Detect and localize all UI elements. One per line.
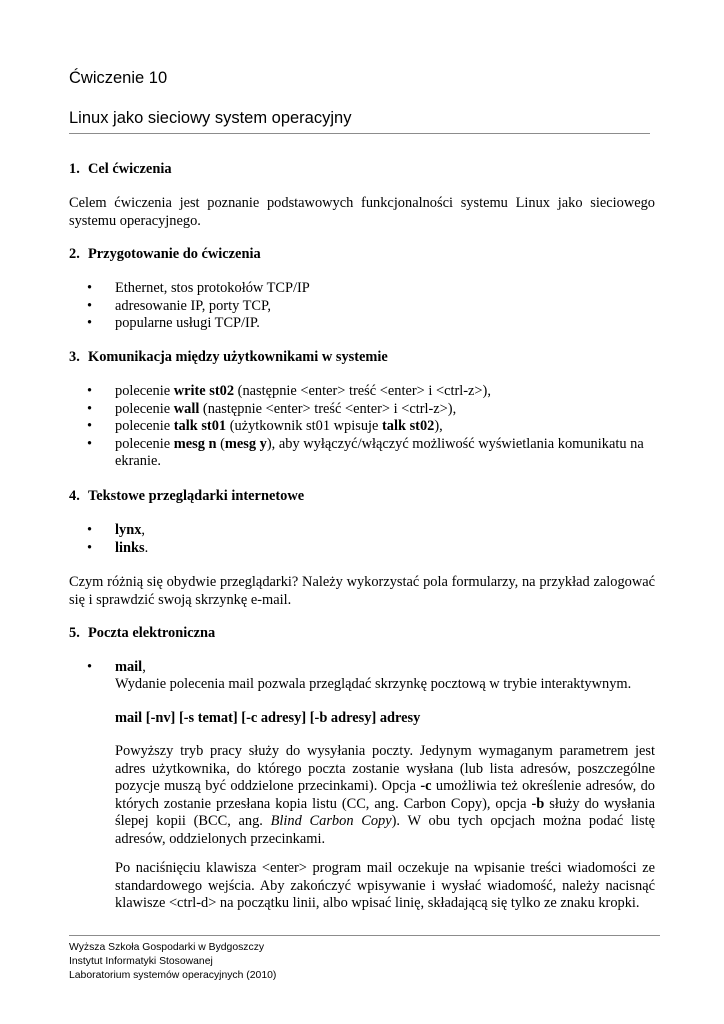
command-talk-reply: talk st02 [382, 418, 435, 434]
list-item: • links. [87, 539, 149, 556]
bullet-icon: • [87, 435, 93, 452]
footer-lab: Laboratorium systemów operacyjnych (2010) [69, 970, 277, 981]
footer-school: Wyższa Szkoła Gospodarki w Bydgoszczy [69, 942, 265, 953]
section-4-heading [69, 488, 304, 506]
list-item: • Ethernet, stos protokołów TCP/IP [87, 280, 310, 296]
section-1-title: Cel ćwiczenia [88, 161, 172, 177]
section-3-number: 3. [69, 349, 80, 365]
bullet-icon: • [87, 539, 93, 556]
command-mesg-n: mesg n [173, 435, 217, 452]
section-3-title: Komunikacja między użytkownikami w systemie [88, 349, 388, 365]
command-wall: wall [173, 400, 200, 417]
bullet-icon: • [87, 418, 93, 434]
section-4-number: 4. [69, 488, 80, 504]
option-c: -c [420, 778, 432, 794]
section-4-list [69, 522, 655, 557]
list-item: • polecenie wall (następnie <enter> treść <enter> i <ctrl-z>), [87, 400, 457, 417]
bullet-icon: • [87, 522, 93, 538]
bullet-icon: • [87, 659, 93, 675]
command-links: links [115, 539, 145, 556]
bullet-icon: • [87, 400, 93, 417]
list-item: • polecenie mesg n (mesg y), aby wyłączyć/włączyć możliwość wyświetlania komunikatu na ekranie. [87, 435, 644, 469]
mail-input-paragraph: Po naciśnięciu klawisza <enter> program mail oczekuje na wpisanie treści wiadomości ze standardowego wejścia. Aby zakończyć wpisywanie i wysłać wiadomość, należy nacisnąć klawisze <ctrl-d> na początku linii, albo wpisać linię, składającą się tylko ze znaku kropki. [115, 860, 655, 911]
command-lynx: lynx [115, 522, 142, 538]
command-write: write st02 [173, 383, 235, 399]
section-3-list [69, 383, 655, 471]
section-5-heading [69, 625, 215, 643]
command-mesg-y: mesg y [224, 435, 267, 452]
section-5-number: 5. [69, 625, 80, 641]
list-item: • adresowanie IP, porty TCP, [87, 297, 272, 314]
section-2-title: Przygotowanie do ćwiczenia [88, 246, 261, 262]
list-item: • polecenie write st02 (następnie <enter> treść <enter> i <ctrl-z>), [87, 383, 491, 399]
section-5-title: Poczta elektroniczna [88, 625, 216, 641]
footer-institute: Instytut Informatyki Stosowanej [69, 956, 213, 967]
bullet-icon: • [87, 315, 93, 331]
bullet-icon: • [87, 297, 93, 314]
option-b: -b [531, 795, 545, 812]
section-4-paragraph: Czym różnią się obydwie przeglądarki? Należy wykorzystać pola formularzy, na przykład zalogować się i sprawdzić swoją skrzynkę e-mail. [69, 574, 655, 608]
bcc-term: Blind Carbon Copy [270, 813, 392, 829]
bullet-icon: • [87, 383, 93, 399]
page-subtitle: Linux jako sieciowy system operacyjny [69, 109, 352, 127]
mail-syntax: mail [-nv] [-s temat] [-c adresy] [-b adresy] adresy [115, 710, 421, 726]
section-1-number: 1. [69, 161, 80, 177]
section-1-paragraph: Celem ćwiczenia jest poznanie podstawowych funkcjonalności systemu Linux jako sieciowego systemu operacyjnego. [69, 195, 655, 229]
list-item: • popularne usługi TCP/IP. [87, 315, 260, 331]
exercise-title: Ćwiczenie 10 [69, 69, 168, 87]
list-item: • polecenie talk st01 (użytkownik st01 wpisuje talk st02), [87, 418, 443, 434]
section-4-title: Tekstowe przeglądarki internetowe [88, 488, 305, 504]
command-talk: talk st01 [173, 418, 227, 434]
section-3-heading [69, 349, 388, 367]
command-mail: mail [115, 659, 143, 675]
section-2-list [69, 280, 655, 333]
header-divider [69, 133, 650, 134]
section-2-number: 2. [69, 246, 80, 262]
list-item: • mail, [87, 659, 146, 675]
mail-options-paragraph: Powyższy tryb pracy służy do wysyłania poczty. Jedynym wymaganym parametrem jest adres użytkownika, do którego poczta zostanie wysłana (lub lista adresów, poszczególne pozycje muszą być oddzielone przecinkami). Opcja -c umożliwia też określenie adresów, do których zostanie przesłana kopia listu (CC, ang. Carbon Copy), opcja -b służy do wysłania ślepej kopii (BCC, ang. Blind Carbon Copy). W obu tych opcjach można podać listę adresów, oddzielonych przecinkami. [115, 743, 655, 847]
mail-description: Wydanie polecenia mail pozwala przeglądać skrzynkę pocztową w trybie interaktywnym. [115, 676, 632, 692]
bullet-icon: • [87, 280, 93, 296]
section-2-heading [69, 246, 261, 264]
section-1-heading [69, 161, 172, 179]
section-5-list [69, 659, 655, 677]
footer-divider [69, 935, 660, 936]
list-item: • lynx, [87, 522, 146, 538]
